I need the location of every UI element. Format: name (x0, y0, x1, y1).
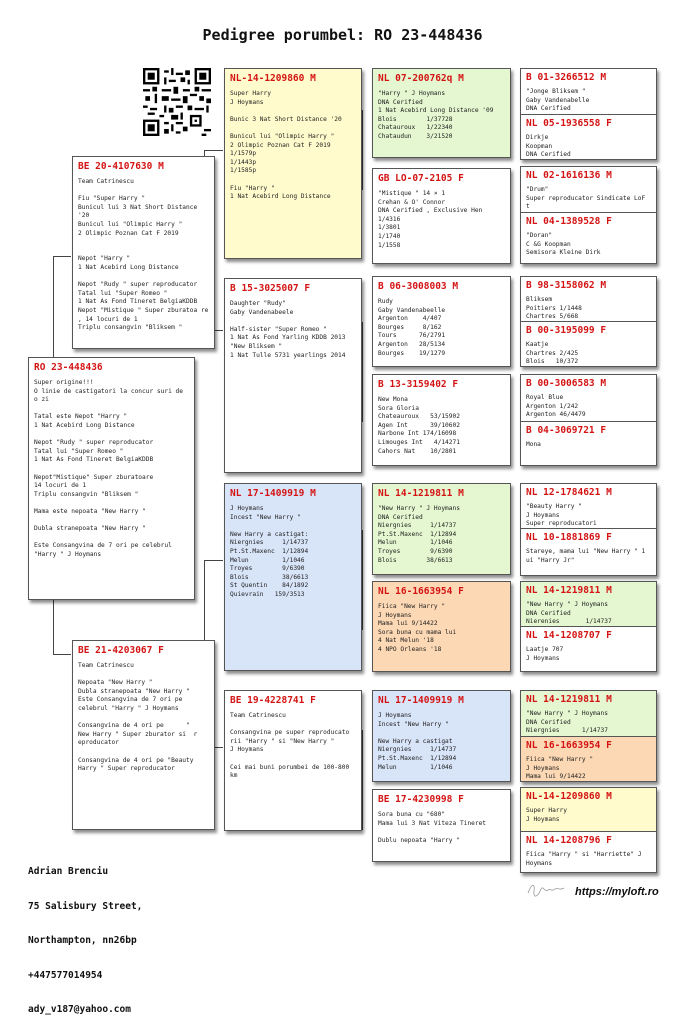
ring-number: NL 17-1409919 M (230, 488, 316, 499)
connector-line (362, 322, 363, 422)
ring-number: NL 14-1219811 M (526, 694, 612, 705)
gg-grandparent-pair[interactable] (520, 374, 657, 466)
pigeon-notes: Team Catrinescu Nepoata "New Harry " Dubla stranepoata "New Harry " Este Consangvina de 7 ori pe celebrul "Harry " J Hoymans Consangvina de 4 ori pe " New Harry " Super zburator si r eproducator Consangvina de 4 ori pe "Beauty Harry " Super reproducator (78, 662, 198, 773)
grandsire-paternal-card[interactable] (224, 68, 362, 259)
great-grandparent-card[interactable] (372, 374, 511, 466)
pigeon-notes: "Jonge Bliksem " Gaby Vandenabelle DNA Cerified (526, 88, 590, 113)
ring-number: NL-14-1209860 M (526, 791, 612, 802)
ring-number: B 13-3159402 F (378, 379, 459, 390)
pigeon-notes: Team Catrinescu Consangvina pe super reproducato rii "Harry " si "New Harry " J Hoymans Cei mai buni porumbei de 100-800 km (230, 712, 350, 780)
qr-code-icon (142, 68, 212, 136)
ring-number: BE 20-4107630 M (78, 161, 164, 172)
connector-line (53, 654, 71, 655)
pigeon-notes: Royal Blue Argenton 1/242 Argenton 46/4479 (526, 394, 586, 419)
pigeon-notes: Daughter "Rudy" Gaby Vandenabeele Half-sister "Super Romeo " 1 Nat As Fond Yarling KDDB 2013 "New Bliksem " 1 Nat Tulle 5731 yearlings 2014 (230, 300, 346, 359)
connector-line (362, 110, 363, 190)
granddam-maternal-card[interactable] (224, 690, 362, 831)
grandsire-maternal-card[interactable] (224, 483, 362, 671)
gg-grandparent-pair[interactable] (520, 166, 657, 264)
ring-number: BE 21-4203067 F (78, 645, 164, 656)
pigeon-notes: J Hoymans Incest "New Harry " New Harry a castigat: Niergnies 1/14737 Pt.St.Maxenc 1/12894 Melun 1/1046 Troyes 9/6390 Blois 38/6613 St Quentin 84/1892 Quievrain 159/3513 (230, 505, 309, 598)
connector-line (362, 730, 363, 830)
ring-number: NL 14-1208796 F (526, 835, 612, 846)
gg-grandparent-pair[interactable] (520, 690, 657, 782)
pigeon-notes: Fiica "New Harry " J Hoymans Mama lui 9/14422 (526, 756, 594, 781)
pigeon-notes: Team Catrinescu Fiu "Super Harry " Bunicul lui 3 Nat Short Distance '20 Bunicul lui "Olimpic Harry " 2 Olimpic Poznan Cat F 2019 Nepot "Harry " 1 Nat Acebird Long Distance Nepot "Rudy " super reproducator Tatal lui "Super Romeo " 1 Nat As Fond Tineret BelgiaKDDB Nepot "Mistique " Super zburatoa re , 14 locuri de 1 Triplu consangvin "Bliksem " (78, 178, 209, 332)
gg-grandparent-pair[interactable] (520, 483, 657, 576)
ring-number: B 00-3195099 F (526, 325, 607, 336)
great-grandparent-card[interactable] (372, 276, 511, 367)
signature-icon (526, 881, 568, 899)
pigeon-notes: "Beauty Harry " J Hoymans Super reproducatori (526, 503, 597, 528)
pigeon-notes: "New Harry " J Hoymans DNA Cerified Nierenies 1/14737 (526, 601, 612, 626)
connector-line (204, 150, 223, 151)
ring-number: B 06-3008003 M (378, 281, 459, 292)
subject-card[interactable] (28, 357, 195, 600)
great-grandparent-card[interactable] (372, 789, 511, 862)
pigeon-notes: "Mistique " 14 × 1 Crehan & O' Connor DNA Cerified , Exclusive Hen 1/4316 1/3801 1/1740 1/1558 (378, 190, 483, 249)
pigeon-notes: "Drum" Super reproducator Sindicate LoF t (526, 186, 646, 211)
great-grandparent-card[interactable] (372, 168, 511, 264)
ring-number: GB LO-07-2105 F (378, 173, 464, 184)
great-grandparent-card[interactable] (372, 690, 511, 782)
pigeon-notes: Laatje 707 J Hoymans (526, 646, 564, 662)
pigeon-notes: Kaatje Chartres 2/425 Blois 10/372 (526, 341, 579, 366)
connector-line (362, 530, 363, 630)
pigeon-notes: Stareye, mama lui "New Harry " 1 ui "Harry Jr" (526, 548, 649, 564)
ring-number: BE 17-4230998 F (378, 794, 464, 805)
great-grandparent-card[interactable] (372, 68, 511, 158)
great-grandparent-card[interactable] (372, 483, 511, 575)
pigeon-notes: Sora buna cu "680" Mama lui 3 Nat Viteza Tineret Dublu nepoata "Harry " (378, 811, 487, 844)
gg-grandparent-pair[interactable] (520, 581, 657, 672)
pigeon-notes: "New Harry " J Hoymans DNA Cerified Niergnies 1/14737 Pt.St.Maxenc 1/12894 Melun 1/1046 Troyes 9/6390 Blois 38/6613 (378, 505, 460, 564)
pigeon-notes: J Hoymans Incest "New Harry " New Harry a castigat Niergnies 1/14737 Pt.St.Maxenc 1/12894 Melun 1/1046 (378, 712, 457, 771)
ring-number: NL 10-1881869 F (526, 532, 612, 543)
pigeon-notes: Mona (526, 441, 541, 448)
pigeon-notes: Super Harry J Hoymans (526, 807, 567, 823)
ring-number: B 98-3158062 M (526, 280, 607, 291)
pigeon-notes: Super origine!!! O linie de castigatori la concur suri de o zi Tatal este Nepot "Harry " 1 Nat Acebird Long Distance Nepot "Rudy " super reproducator Tatal lui "Super Romeo " 1 Nat As Fond Tineret BelgiaKDDB Nepot"Mistique" Super zburatoare 14 locuri de 1 Triplu consangvin "Bliksem " Mama este nepoata "New Harry " Dubla stranepoata "New Harry " Este Consangvina de 7 ori pe celebrul "Harry " J Hoymans (34, 379, 184, 558)
ring-number: B 04-3069721 F (526, 425, 607, 436)
connector-line (204, 560, 223, 561)
connector-line (53, 599, 54, 654)
website-link[interactable]: https://myloft.ro (575, 886, 659, 898)
owner-address-street: 75 Salisbury Street, (28, 900, 143, 912)
ring-number: NL 02-1616136 M (526, 170, 612, 181)
ring-number: NL 07-200762q M (378, 73, 464, 84)
ring-number: BE 19-4228741 F (230, 695, 316, 706)
ring-number: NL 04-1389528 F (526, 216, 612, 227)
owner-name: Adrian Brenciu (28, 866, 109, 877)
gg-grandparent-pair[interactable] (520, 68, 657, 160)
ring-number: NL 16-1663954 F (378, 586, 464, 597)
dam-card[interactable] (72, 640, 215, 830)
pigeon-notes: Fiica "Harry " si "Harriette" J Hoymans (526, 851, 646, 867)
pigeon-notes: "Doran" C &G Koopman Semisora Kleine Dirk (526, 232, 601, 257)
gg-grandparent-pair[interactable] (520, 276, 657, 367)
ring-number: RO 23-448436 (34, 362, 103, 373)
granddam-paternal-card[interactable] (224, 278, 362, 473)
ring-number: NL 14-1208707 F (526, 630, 612, 641)
pigeon-notes: Bliksem Poitiers 1/1448 Chartres 5/668 (526, 296, 582, 321)
ring-number: B 01-3266512 M (526, 72, 607, 83)
sire-card[interactable] (72, 156, 215, 349)
pigeon-notes: "New Harry " J Hoymans DNA Cerified Niergnies 1/14737 (526, 710, 608, 735)
great-grandparent-card[interactable] (372, 581, 511, 672)
owner-phone: +447577014954 (28, 969, 103, 981)
ring-number: NL 14-1219811 M (526, 585, 612, 596)
page-title: Pedigree porumbel: RO 23-448436 (202, 26, 483, 44)
ring-number: NL 17-1409919 M (378, 695, 464, 706)
ring-number: NL-14-1209860 M (230, 73, 316, 84)
ring-number: NL 05-1936558 F (526, 118, 612, 129)
pigeon-notes: "Harry " J Hoymans DNA Cerified 1 Nat Acebird Long Distance '09 Blois 1/37728 Chatauroux 1/22340 Chataudun 3/21520 (378, 90, 494, 140)
connector-line (53, 256, 71, 257)
ring-number: B 00-3006583 M (526, 378, 607, 389)
ring-number: NL 12-1784621 M (526, 487, 612, 498)
gg-grandparent-pair[interactable] (520, 787, 657, 873)
pigeon-notes: Fiica "New Harry " J Hoymans Mama lui 9/14422 Sora buna cu mama lui 4 Nat Melun '18 4 NPO Orleans '18 (378, 603, 457, 653)
owner-address-city: Northampton, nn26bp (28, 935, 137, 946)
connector-line (53, 256, 54, 360)
owner-contact (28, 843, 142, 1027)
pigeon-notes: Dirkje Koopman DNA Cerified (526, 134, 571, 159)
owner-email[interactable]: ady_v187@yahoo.com (28, 1004, 131, 1015)
pigeon-notes: Super Harry J Hoymans Bunic 3 Nat Short Distance '20 Bunicul lui "Olimpic Harry " 2 Olimpic Poznan Cat F 2019 1/1579p 1/1443p 1/1585p Fiu "Harry " 1 Nat Acebird Long Distance (230, 90, 342, 201)
ring-number: NL 14-1219811 M (378, 488, 464, 499)
pigeon-notes: Rudy Gaby Vandenabeelle Argenton 4/407 Bourges 8/162 Tours 76/2791 Argenton 28/5134 Bourges 19/1279 (378, 298, 446, 357)
pigeon-notes: New Mona Sora Gloria Chateauroux 53/15902 Agen Int 39/10602 Narbone Int 174/16098 Limouges Int 4/14271 Cahors Nat 10/2801 (378, 396, 460, 455)
ring-number: NL 16-1663954 F (526, 740, 612, 751)
ring-number: B 15-3025007 F (230, 283, 311, 294)
